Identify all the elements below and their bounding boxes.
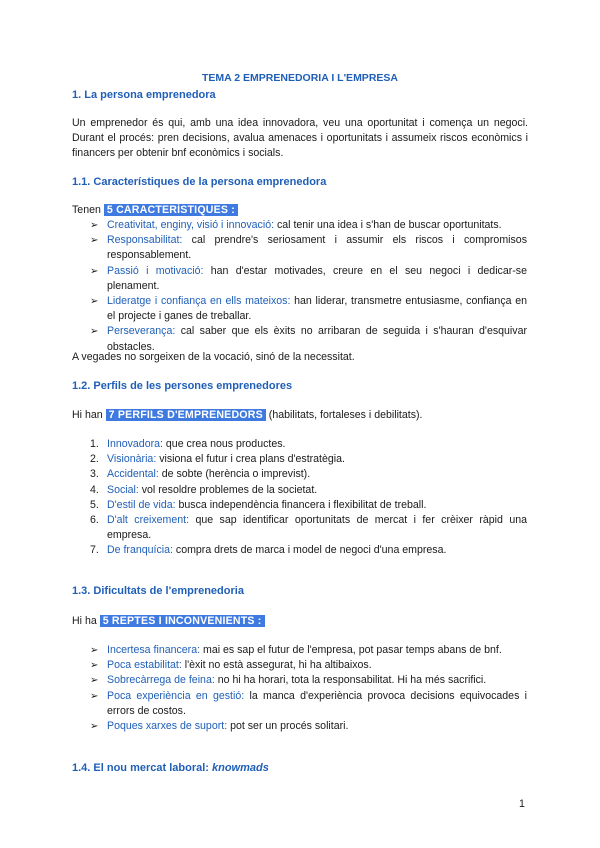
item-term: Innovadora: [107, 438, 163, 450]
arrow-bullet-icon: ➢ [90, 645, 99, 656]
item-term: Poques xarxes de suport: [107, 720, 228, 733]
heading-italic: knowmads [212, 762, 269, 774]
item-term: Poca experiència en gestió: [107, 689, 245, 702]
item-text: mai es sap el futur de l'empresa, pot pasar temps abans de bnf. [200, 644, 502, 656]
item-term: Visionària: [107, 453, 157, 466]
section-1-4-heading [72, 762, 269, 774]
lead-text: Hi han [72, 409, 103, 421]
page-number: 1 [519, 798, 525, 810]
item-term: Poca estabilitat: [107, 659, 182, 672]
item-text: cal saber que els èxits no arribaran de seguida i s'hauran d'esquivar obstacles. [107, 325, 527, 353]
heading-text: 1.4. El nou mercat laboral: [72, 762, 212, 774]
item-term: Incertesa financera: [107, 644, 201, 656]
item-term: De franquícia: [107, 544, 173, 557]
arrow-bullet-icon: ➢ [90, 265, 99, 277]
section-1-3-heading: 1.3. Dificultats de l'emprenedoria [72, 585, 244, 597]
arrow-bullet-icon: ➢ [90, 660, 99, 672]
item-text: vol resoldre problemes de la societat. [138, 483, 318, 496]
item-text: l'èxit no està assegurat, hi ha altibaixos. [181, 659, 372, 672]
list-item [90, 543, 527, 558]
item-number: 1. [90, 438, 99, 450]
profiles-list [90, 437, 527, 559]
section-1-paragraph: Un emprenedor és qui, amb una idea innovadora, veu una oportunitat i comença un negoci. Durant el procés: pren decisions, avalua amenaces i oportunitats i assumeix riscos econòmics i financers per obtenir bnf econòmics i socials. [72, 117, 528, 160]
item-number: 3. [90, 468, 99, 481]
item-number: 7. [90, 544, 99, 557]
item-term: Passió i motivació: [107, 264, 204, 277]
list-item [90, 294, 527, 324]
item-term: Perseverança: [107, 325, 176, 338]
section-1-3-lead [72, 614, 528, 629]
item-text: la manca d'experiència provoca decisions equivocades i errors de costos. [107, 689, 528, 717]
item-term: Lideratge i confiança en ells mateixos: [107, 295, 291, 308]
item-text: que sap identificar oportunitats de mercat i fer crèixer ràpid una empresa. [107, 514, 527, 542]
item-term: Social: [107, 483, 139, 496]
list-item [90, 437, 527, 452]
list-item [90, 643, 527, 658]
item-term: D'estil de vida: [107, 498, 176, 511]
lead-tail: (habilitats, fortaleses i debilitats). [265, 409, 423, 421]
item-term: Sobrecàrrega de feina: [107, 674, 215, 687]
arrow-bullet-icon: ➢ [90, 326, 99, 338]
item-number: 5. [90, 498, 99, 511]
item-term: D'alt creixement: [107, 514, 190, 527]
characteristics-list [90, 218, 527, 355]
section-1-2-lead [72, 408, 528, 423]
arrow-bullet-icon: ➢ [90, 721, 99, 733]
section-1-1-after: A vegades no sorgeixen de la vocació, sinó de la necessitat. [72, 351, 355, 363]
list-item [90, 513, 527, 543]
arrow-bullet-icon: ➢ [90, 690, 99, 702]
item-text: compra drets de marca i model de negoci d'una empresa. [172, 544, 447, 557]
item-text: no hi ha horari, tota la responsabilitat. Hi ha més sacrifici. [214, 674, 487, 687]
arrow-bullet-icon: ➢ [90, 296, 99, 308]
item-text: cal tenir una idea i s'han de buscar oportunitats. [274, 219, 502, 231]
arrow-bullet-icon: ➢ [90, 235, 99, 247]
list-item [90, 689, 527, 719]
list-item [90, 719, 527, 734]
item-term: Responsabilitat: [107, 234, 183, 247]
item-text: cal prendre's seriosament i assumir els riscos i compromisos responsablement. [107, 234, 527, 262]
item-text: que crea nous productes. [162, 438, 286, 450]
challenges-list [90, 643, 527, 734]
arrow-bullet-icon: ➢ [90, 675, 99, 687]
section-1-heading: 1. La persona emprenedora [72, 89, 216, 101]
list-item [90, 264, 527, 294]
item-text: han d'estar motivades, creure en el seu negoci i dedicar-se plenament. [107, 264, 527, 292]
list-item [90, 498, 527, 513]
list-item [90, 658, 527, 673]
section-1-2-heading: 1.2. Perfils de les persones emprenedores [72, 380, 293, 392]
list-item [90, 452, 527, 467]
section-1-1-lead [72, 203, 528, 218]
document-title: TEMA 2 EMPRENEDORIA I L'EMPRESA [202, 72, 398, 84]
highlight-challenges: 5 REPTES I INCONVENIENTS : [100, 615, 265, 627]
list-item [90, 467, 527, 482]
lead-text: Hi ha [72, 615, 97, 627]
lead-text: Tenen [72, 204, 101, 216]
item-text: visiona el futur i crea plans d'estratègia. [156, 453, 345, 466]
item-term: Accidental: [107, 468, 159, 481]
list-item [90, 233, 527, 263]
highlight-characteristics: 5 CARACTERÍSTIQUES : [104, 204, 238, 216]
item-text: han liderar, transmetre entusiasme, confiança en el projecte i ganes de treballar. [107, 295, 528, 323]
arrow-bullet-icon: ➢ [90, 220, 99, 231]
list-item [90, 483, 527, 498]
item-number: 2. [90, 453, 99, 466]
item-number: 6. [90, 514, 99, 527]
item-number: 4. [90, 483, 99, 496]
highlight-profiles: 7 PERFILS D'EMPRENEDORS [106, 409, 266, 421]
list-item [90, 673, 527, 688]
list-item [90, 218, 527, 233]
item-term: Creativitat, enginy, visió i innovació: [107, 219, 275, 231]
item-text: de sobte (herència o imprevist). [158, 468, 311, 481]
item-text: pot ser un procés solitari. [227, 720, 349, 733]
item-text: busca independència financera i flexibilitat de treball. [175, 498, 427, 511]
section-1-1-heading: 1.1. Característiques de la persona emprenedora [72, 176, 327, 188]
